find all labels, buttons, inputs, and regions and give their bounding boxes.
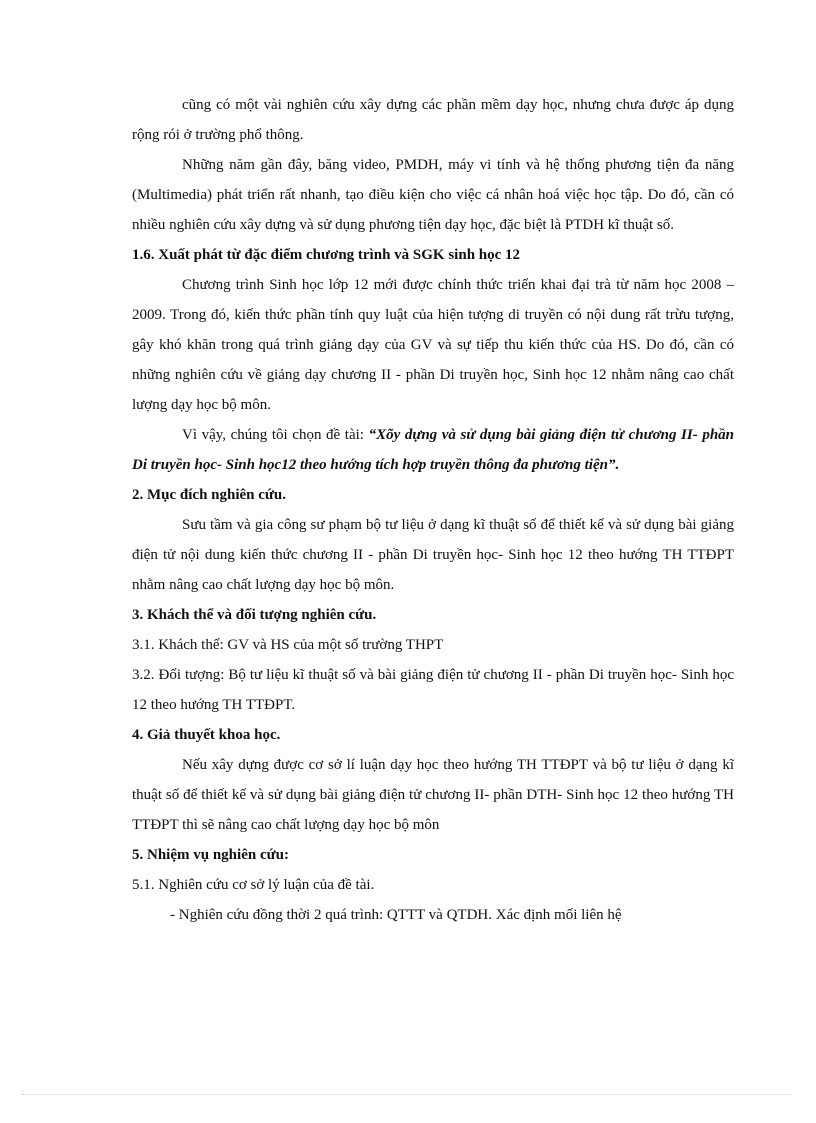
topic-title: “Xõy dựng và sử dụng bài giảng điện tử chương II- phần Di truyền học- Sinh học12 theo hướng tích hợp truyền thông đa phương tiện”. <box>132 427 735 473</box>
paragraph-program: Chương trình Sinh học lớp 12 mới được chính thức triển khai đại trà từ năm học 2008 – 2009. Trong đó, kiến thức phần tính quy luật của hiện tượng di truyền có nội dung rất trừu tượng, gây khó khăn trong quá trình giảng dạy của GV và sự tiếp thu kiến thức của HS. Do đó, cần có những nghiên cứu về giảng dạy chương II - phần Di truyền học, Sinh học 12 nhằm nâng cao chất lượng dạy học bộ môn. <box>132 277 734 413</box>
document-page <box>132 90 734 930</box>
paragraph-object: 3.2. Đối tượng: Bộ tư liệu kĩ thuật số và bài giảng điện tử chương II - phần Di truyền học- Sinh học 12 theo hướng TH TTĐPT. <box>132 667 734 713</box>
page-bottom-divider <box>22 1094 792 1095</box>
paragraph-subject: 3.1. Khách thể: GV và HS của một số trường THPT <box>132 637 444 653</box>
heading-1-6: 1.6. Xuất phát từ đặc điểm chương trình và SGK sinh học 12 <box>132 247 521 263</box>
paragraph-multimedia: Những năm gần đây, băng video, PMDH, máy vi tính và hệ thống phương tiện đa năng (Multimedia) phát triển rất nhanh, tạo điều kiện cho việc cá nhân hoá việc học tập. Do đó, cần có nhiều nghiên cứu xây dựng và sử dụng phương tiện dạy học, đặc biệt là PTDH kĩ thuật số. <box>132 157 734 233</box>
heading-3: 3. Khách thể và đối tượng nghiên cứu. <box>132 607 377 623</box>
paragraph-hypothesis: Nếu xây dựng được cơ sở lí luận dạy học theo hướng TH TTĐPT và bộ tư liệu ở dạng kĩ thuật số để thiết kế và sử dụng bài giảng điện tử chương II- phần DTH- Sinh học 12 theo hướng TH TTĐPT thì sẽ nâng cao chất lượng dạy học bộ môn <box>132 757 734 833</box>
topic-lead: Vì vậy, chúng tôi chọn đề tài: <box>182 427 369 443</box>
heading-2: 2. Mục đích nghiên cứu. <box>132 487 287 503</box>
paragraph-intro: cũng có một vài nghiên cứu xây dựng các phần mềm dạy học, nhưng chưa được áp dụng rộng rói ở trường phổ thông. <box>132 97 734 143</box>
paragraph-purpose: Sưu tầm và gia công sư phạm bộ tư liệu ở dạng kĩ thuật số để thiết kế và sử dụng bài giảng điện tử nội dung kiến thức chương II - phần Di truyền học- Sinh học 12 theo hướng TH TTĐPT nhằm nâng cao chất lượng dạy học bộ môn. <box>132 517 734 593</box>
paragraph-task-5-1: 5.1. Nghiên cứu cơ sở lý luận của đề tài. <box>132 877 375 893</box>
paragraph-topic <box>132 420 734 480</box>
heading-4: 4. Giả thuyết khoa học. <box>132 727 281 743</box>
paragraph-task-bullet: - Nghiên cứu đồng thời 2 quá trình: QTTT và QTDH. Xác định mối liên hệ <box>170 907 622 923</box>
heading-5: 5. Nhiệm vụ nghiên cứu: <box>132 847 289 863</box>
